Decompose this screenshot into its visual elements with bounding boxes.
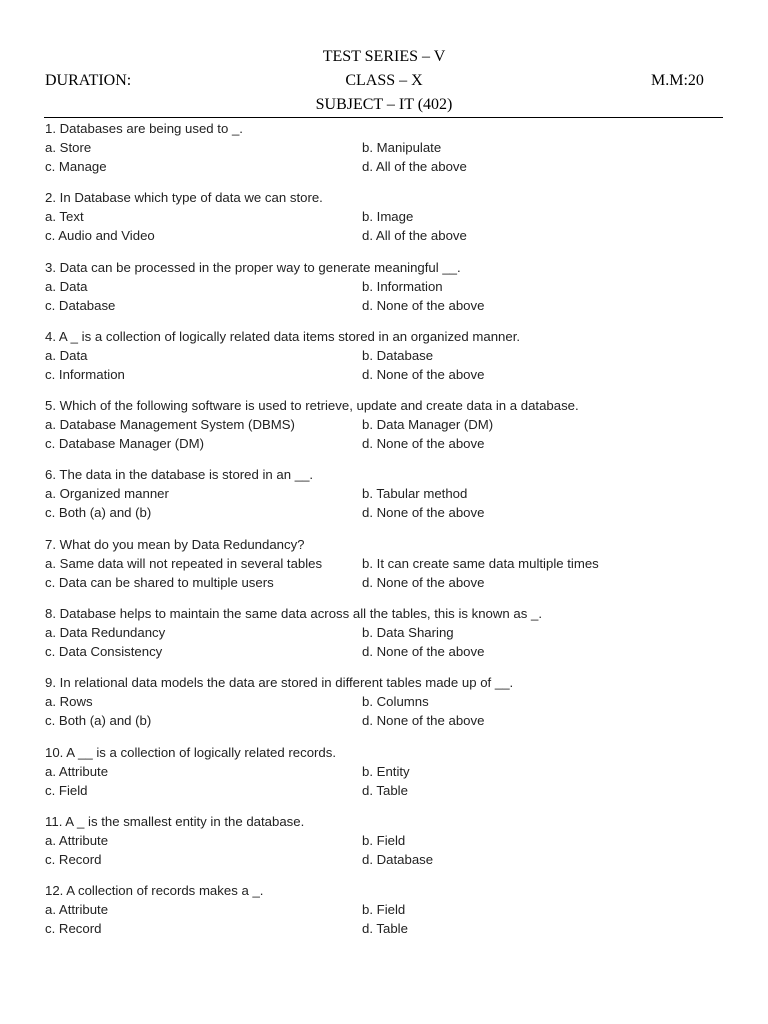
- test-series-title: TEST SERIES – V: [322, 48, 446, 65]
- question-block: [45, 743, 725, 798]
- option-row: [45, 573, 725, 592]
- question-block: [45, 673, 725, 729]
- question-block: [45, 535, 725, 590]
- option-a: a. Attribute: [45, 763, 109, 779]
- question-text: 6. The data in the database is stored in an __.: [45, 467, 314, 483]
- question-block: [45, 812, 725, 867]
- option-row: [45, 762, 725, 781]
- option-d: d. Database: [362, 851, 434, 867]
- option-b: b. Tabular method: [362, 486, 468, 502]
- option-d: d. None of the above: [362, 436, 485, 452]
- question-list: [45, 119, 725, 951]
- option-a: a. Attribute: [45, 902, 109, 918]
- option-a: a. Data Redundancy: [45, 625, 166, 641]
- subject-label: SUBJECT – IT (402): [315, 96, 453, 113]
- max-marks: M.M:20: [651, 72, 704, 89]
- option-c: c. Field: [45, 782, 88, 798]
- option-b: b. Entity: [362, 763, 410, 779]
- option-row: [45, 554, 725, 573]
- option-b: b. It can create same data multiple times: [362, 555, 599, 571]
- option-c: c. Record: [45, 851, 102, 867]
- option-row: [45, 850, 725, 869]
- option-a: a. Store: [45, 140, 92, 155]
- option-row: [45, 919, 725, 938]
- option-row: [45, 434, 725, 453]
- option-row: [45, 503, 725, 522]
- option-c: c. Database: [45, 297, 116, 313]
- question-text: 12. A collection of records makes a _.: [45, 883, 264, 899]
- option-d: d. None of the above: [362, 644, 485, 660]
- option-d: d. None of the above: [362, 366, 485, 382]
- option-b: b. Image: [362, 209, 414, 225]
- option-d: d. None of the above: [362, 505, 485, 521]
- question-block: [45, 604, 725, 660]
- question-block: [45, 119, 725, 174]
- question-text: 7. What do you mean by Data Redundancy?: [45, 536, 305, 552]
- option-c: c. Data can be shared to multiple users: [45, 574, 274, 590]
- question-block: [45, 258, 725, 313]
- option-a: a. Same data will not repeated in several tables: [45, 555, 323, 571]
- question-text: 3. Data can be processed in the proper way to generate meaningful __.: [45, 259, 461, 275]
- option-row: [45, 900, 725, 919]
- question-block: [45, 881, 725, 937]
- option-c: c. Database Manager (DM): [45, 436, 205, 452]
- question-text: 1. Databases are being used to _.: [45, 121, 243, 136]
- class-label: CLASS – X: [345, 72, 423, 89]
- option-row: [45, 207, 725, 226]
- option-row: [45, 296, 725, 315]
- option-a: a. Attribute: [45, 832, 109, 848]
- header-divider: [44, 117, 723, 118]
- option-row: [45, 484, 725, 503]
- option-row: [45, 692, 725, 711]
- option-c: c. Manage: [45, 159, 107, 174]
- option-row: [45, 623, 725, 642]
- option-a: a. Organized manner: [45, 486, 169, 502]
- option-row: [45, 157, 725, 176]
- question-block: [45, 396, 725, 452]
- question-block: [45, 327, 725, 382]
- option-b: b. Manipulate: [362, 140, 442, 155]
- option-b: b. Data Sharing: [362, 625, 454, 641]
- option-d: d. All of the above: [362, 228, 467, 244]
- duration-label: DURATION:: [45, 72, 132, 89]
- option-c: c. Both (a) and (b): [45, 713, 152, 729]
- option-row: [45, 415, 725, 434]
- option-c: c. Data Consistency: [45, 644, 163, 660]
- option-a: a. Database Management System (DBMS): [45, 417, 295, 433]
- question-text: 9. In relational data models the data are stored in different tables made up of __.: [45, 675, 514, 691]
- option-d: d. None of the above: [362, 297, 485, 313]
- option-row: [45, 346, 725, 365]
- option-b: b. Data Manager (DM): [362, 417, 494, 433]
- option-b: b. Columns: [362, 694, 429, 710]
- option-row: [45, 138, 725, 157]
- option-b: b. Information: [362, 278, 443, 294]
- question-text: 11. A _ is the smallest entity in the database.: [45, 813, 305, 829]
- option-d: d. All of the above: [362, 159, 467, 174]
- option-a: a. Data: [45, 278, 88, 294]
- option-b: b. Field: [362, 832, 406, 848]
- question-text: 2. In Database which type of data we can store.: [45, 190, 323, 206]
- option-row: [45, 711, 725, 730]
- option-c: c. Both (a) and (b): [45, 505, 152, 521]
- option-row: [45, 277, 725, 296]
- option-c: c. Information: [45, 366, 125, 382]
- option-d: d. None of the above: [362, 713, 485, 729]
- option-b: b. Database: [362, 347, 434, 363]
- option-b: b. Field: [362, 902, 406, 918]
- question-block: [45, 188, 725, 244]
- option-row: [45, 781, 725, 800]
- option-d: d. Table: [362, 782, 408, 798]
- option-row: [45, 642, 725, 661]
- question-text: 8. Database helps to maintain the same data across all the tables, this is known as _.: [45, 606, 543, 622]
- option-a: a. Text: [45, 209, 84, 225]
- option-row: [45, 831, 725, 850]
- option-a: a. Data: [45, 347, 88, 363]
- option-c: c. Record: [45, 921, 102, 937]
- option-c: c. Audio and Video: [45, 228, 155, 244]
- question-text: 10. A __ is a collection of logically related records.: [45, 744, 337, 760]
- option-d: d. None of the above: [362, 574, 485, 590]
- question-block: [45, 465, 725, 521]
- option-row: [45, 365, 725, 384]
- exam-header: [0, 0, 768, 120]
- question-text: 5. Which of the following software is used to retrieve, update and create data in a database.: [45, 398, 579, 414]
- question-text: 4. A _ is a collection of logically related data items stored in an organized manner.: [45, 328, 521, 344]
- option-a: a. Rows: [45, 694, 93, 710]
- option-d: d. Table: [362, 921, 408, 937]
- option-row: [45, 226, 725, 245]
